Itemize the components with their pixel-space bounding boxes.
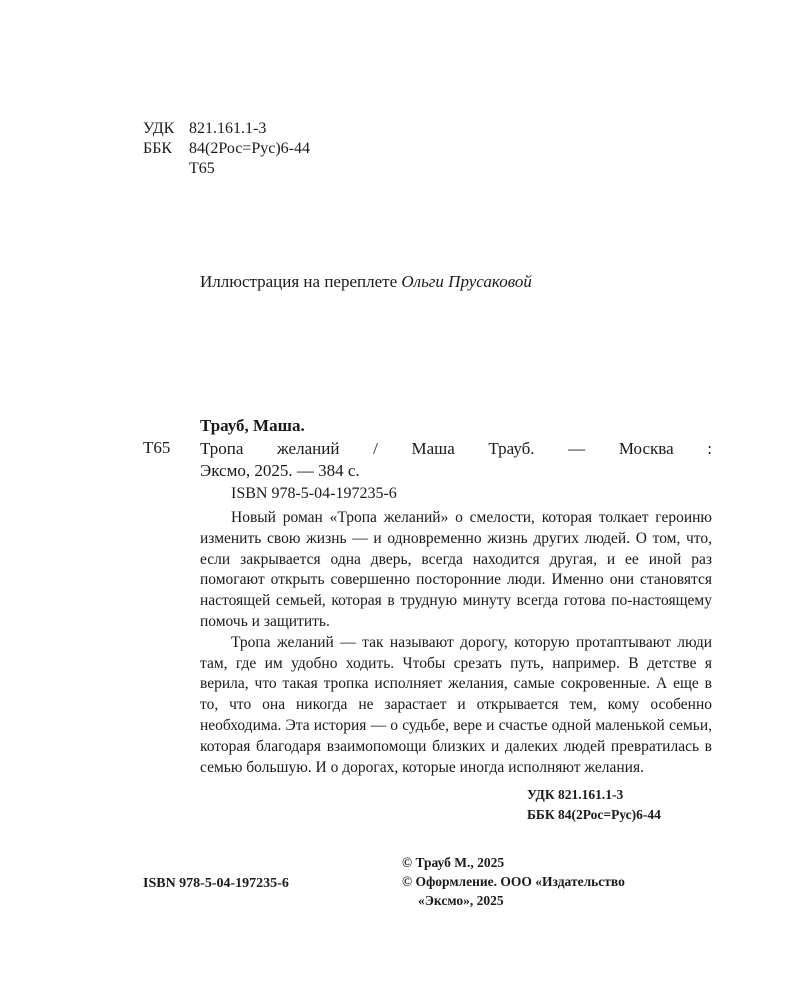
copyright-design: © Оформление. ООО «Издательство — [402, 874, 625, 889]
annotation-paragraph-2: Тропа желаний — так называют дорогу, которую протаптывают люди там, где им удобно ходить. Чтобы срезать путь, например. В детстве я верила, что такая тропка исполняет желания, самые сокровенные. А еще в то, что она никогда не зарастает и открывается тем, кому особенно необходима. Эта история — о судьбе, вере и счастье одной маленькой семьи, которая благодаря взаимопомощи близких и далеких людей превратилась в семью большую. И о дорогах, которые иногда исполняют желания. — [200, 633, 712, 776]
bbk-value: 84(2Рос=Рус)6-44 — [189, 140, 311, 157]
record-author: Трауб, Маша. — [200, 416, 305, 435]
index-bbk: ББК 84(2Рос=Рус)6-44 — [527, 807, 661, 822]
index-codes — [527, 785, 661, 825]
illustration-prefix: Иллюстрация на переплете — [200, 272, 402, 291]
bbk-row — [143, 139, 310, 159]
bib-title-line: Тропа желаний / Маша Трауб. — Москва : — [200, 439, 712, 458]
isbn-footer: ISBN 978-5-04-197235-6 — [143, 876, 289, 891]
bibliographic-description — [200, 438, 712, 482]
index-udk: УДК 821.161.1-3 — [527, 787, 624, 802]
illustration-credit — [200, 272, 532, 292]
record-isbn: ISBN 978-5-04-197235-6 — [231, 485, 397, 502]
copyright-author: © Трауб М., 2025 — [402, 855, 505, 870]
annotation — [200, 508, 712, 778]
copyright-publisher: «Эксмо», 2025 — [418, 893, 504, 908]
author-mark-row — [143, 159, 310, 179]
udk-row — [143, 119, 310, 139]
record-code: Т65 — [143, 438, 171, 457]
udk-label: УДК — [143, 120, 175, 137]
author-mark: Т65 — [189, 160, 215, 177]
copyright-block — [402, 853, 625, 910]
annotation-paragraph-1: Новый роман «Тропа желаний» о смелости, которая толкает героиню изменить свою жизнь — и одновременно жизнь других людей. О том, что, если закрывается одна дверь, всегда находится другая, и ее иной раз помогают открыть совершенно посторонние люди. Именно они становятся настоящей семьей, которая в трудную минуту всегда готова по-настоящему помочь и защитить. — [200, 509, 712, 630]
classification-block — [143, 119, 310, 179]
bbk-label: ББК — [143, 140, 173, 157]
illustration-artist: Ольги Прусаковой — [401, 272, 532, 291]
bib-publisher-line: Эксмо, 2025. — 384 с. — [200, 461, 360, 480]
udk-value: 821.161.1-3 — [189, 120, 267, 137]
